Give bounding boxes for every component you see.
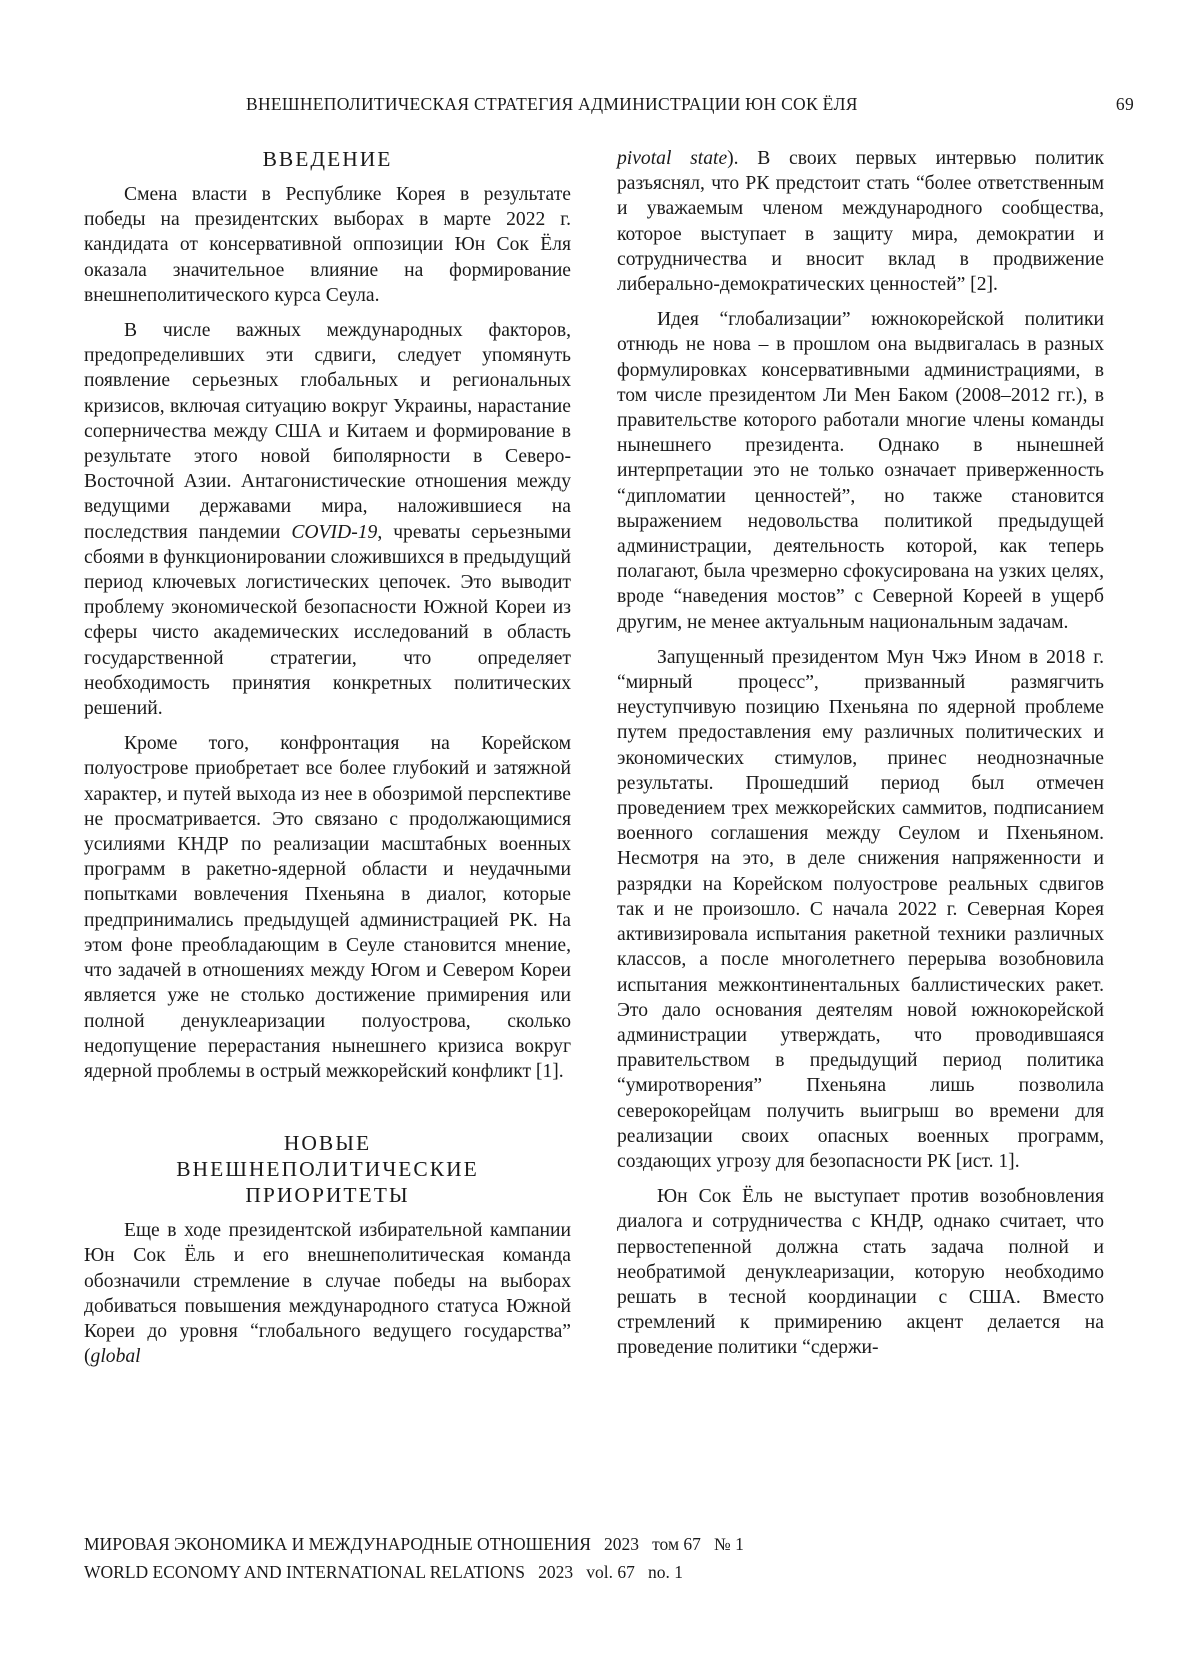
left-column — [84, 146, 571, 1379]
italic-term: pivotal state — [617, 148, 728, 169]
paragraph: Юн Сок Ёль не выступает против возобновления диалога и сотрудничества с КНДР, однако считает, что первостепенной должна стать задача полной и необратимой денуклеаризации, которую необходимо решать в тесной координации с США. Вместо стремлений к примирению акцент делается на проведение политики “сдержи- — [617, 1186, 1104, 1359]
italic-term: global — [90, 1346, 141, 1368]
journal-footer — [84, 1530, 744, 1586]
footer-line-en: WORLD ECONOMY AND INTERNATIONAL RELATIONS 2023 vol. 67 no. 1 — [84, 1562, 684, 1582]
running-header — [246, 94, 1134, 115]
paragraph: Кроме того, конфронтация на Корейском полуострове приобретает все более глубокий и затяжной характер, и путей выхода из нее в обозримой перспективе не просматривается. Это связано с продолжающимися усилиями КНДР по реализации масштабных военных программ в ракетно-ядерной области и неудачными попытками вовлечения Пхеньяна в диалог, которые предпринимались предыдущей администрацией РК. На этом фоне преобладающим в Сеуле становится мнение, что задачей в отношениях между Югом и Севером Кореи является уже не столько достижение примирения или полной денуклеаризации полуострова, сколько недопущение перерастания нынешнего кризиса вокруг ядерной проблемы в острый межкорейский конфликт [1]. — [84, 733, 571, 1082]
section-heading-priorities: НОВЫЕ ВНЕШНЕПОЛИТИЧЕСКИЕ ПРИОРИТЕТЫ — [176, 1131, 479, 1208]
italic-term: COVID-19 — [291, 521, 378, 543]
footer-line-ru: МИРОВАЯ ЭКОНОМИКА И МЕЖДУНАРОДНЫЕ ОТНОШЕНИЯ 2023 том 67 № 1 — [84, 1534, 744, 1554]
page-number: 69 — [1115, 94, 1134, 114]
paragraph: В числе важных международных факторов, предопределивших эти сдвиги, следует упомянуть появление серьезных глобальных и региональных кризисов, включая ситуацию вокруг Украины, нарастание соперничества между США и Китаем и формирование в результате этого новой биполярности в Северо-Восточной Азии. Антагонистические отношения между ведущими державами мира, наложившиеся на последствия пандемии COVID-19, чреваты серьезными сбоями в функционировании сложившихся в предыдущий период ключевых логистических цепочек. Это выводит проблему экономической безопасности Южной Кореи из сферы чисто академических исследований в область государственной стратегии, что определяет необходимость принятия конкретных политических решений. — [84, 320, 571, 720]
paragraph: Еще в ходе президентской избирательной кампании Юн Сок Ёль и его внешнеполитическая команда обозначили стремление в случае победы на выборах добиваться повышения международного статуса Южной Кореи до уровня “глобального ведущего государства” (global — [84, 1220, 571, 1368]
article-body — [84, 146, 1104, 1379]
running-title: ВНЕШНЕПОЛИТИЧЕСКАЯ СТРАТЕГИЯ АДМИНИСТРАЦИИ ЮН СОК ЁЛЯ — [246, 94, 858, 114]
right-column — [617, 146, 1104, 1379]
section-heading-introduction: ВВЕДЕНИЕ — [262, 147, 393, 171]
paragraph: Запущенный президентом Мун Чжэ Ином в 2018 г. “мирный процесс”, призванный размягчить неуступчивую позицию Пхеньяна по ядерной проблеме путем предоставления ему различных политических и экономических стимулов, принес неоднозначные результаты. Прошедший период был отмечен проведением трех межкорейских саммитов, подписанием военного соглашения между Сеулом и Пхеньяном. Несмотря на это, в деле снижения напряженности и разрядки на Корейском полуострове реальных сдвигов так и не произошло. С начала 2022 г. Северная Корея активизировала испытания ракетной техники различных классов, а после многолетнего перерыва возобновила испытания межконтинентальных баллистических ракет. Это дало основания деятелям новой южнокорейской администрации утверждать, что проводившаяся правительством в предыдущий период политика “умиротворения” Пхеньяна лишь позволила северокорейцам получить выигрыш во времени для реализации своих опасных военных программ, создающих угрозу для безопасности РК [ист. 1]. — [617, 646, 1104, 1172]
paragraph: Идея “глобализации” южнокорейской политики отнюдь не нова – в прошлом она выдвигалась в разных формулировках консервативными администрациями, в том числе президентом Ли Мен Баком (2008–2012 гг.), в правительстве которого работали многие члены команды нынешнего президента. Однако в нынешней интерпретации это не только означает приверженность “дипломатии ценностей”, но также становится выражением недовольства политикой предыдущей администрации, деятельность которой, как теперь полагают, была чрезмерно сфокусирована на узких целях, вроде “наведения мостов” с Северной Кореей в ущерб другим, не менее актуальным национальным задачам. — [617, 309, 1104, 633]
paragraph-continued: pivotal state). В своих первых интервью политик разъяснял, что РК предстоит стать “более ответственным и уважаемым членом международного сообщества, которое выступает в защиту мира, демократии и сотрудничества и вносит вклад в продвижение либерально-демократических ценностей” [2]. — [617, 148, 1104, 296]
paragraph: Смена власти в Республике Корея в результате победы на президентских выборах в марте 2022 г. кандидата от консервативной оппозиции Юн Сок Ёля оказала значительное влияние на формирование внешнеполитического курса Сеула. — [84, 184, 571, 306]
